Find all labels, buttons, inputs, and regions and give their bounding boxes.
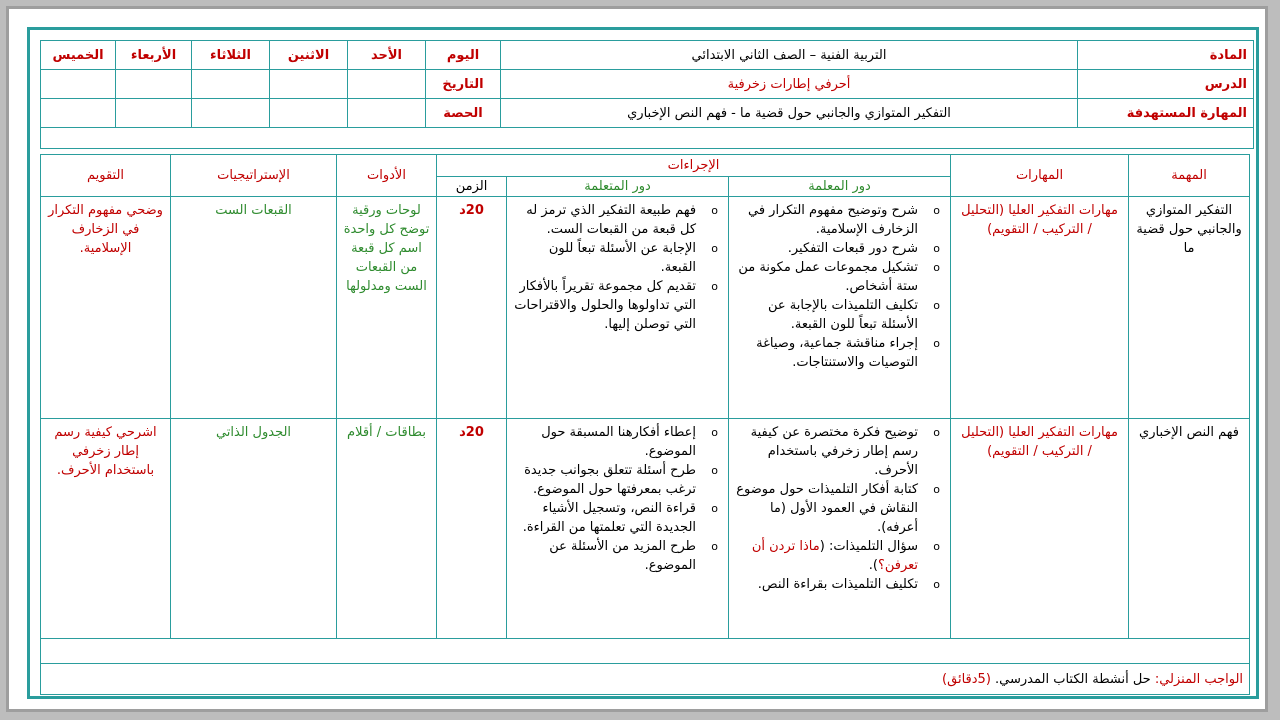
list-item: o إجراء مناقشة جماعية، وصياغة التوصيات والاستنتاجات. — [735, 334, 930, 372]
period-cell — [348, 99, 426, 128]
day-wednesday: الأربعاء — [116, 41, 192, 70]
col-time: الزمن — [437, 177, 507, 197]
homework-text: حل أنشطة الكتاب المدرسي. — [995, 671, 1155, 687]
list-item: o تقديم كل مجموعة تقريراً بالأفكار التي تداولوها والحلول والاقتراحات التي توصلن إليها. — [513, 277, 708, 334]
row2-tools: بطاقات / أقلام — [337, 419, 437, 639]
header-table — [40, 40, 1254, 149]
day-thursday: الخميس — [41, 41, 116, 70]
list-item: o تكليف التلميذات بالإجابة عن الأسئلة تبعاً للون القبعة. — [735, 296, 930, 334]
row2-skills: مهارات التفكير العليا (التحليل / التركيب / التقويم) — [951, 419, 1129, 639]
date-label: التاريخ — [426, 70, 501, 99]
period-cell — [270, 99, 348, 128]
row1-teacher-list — [735, 201, 944, 372]
date-cell — [348, 70, 426, 99]
row2-student-list — [513, 423, 722, 575]
row2-task: فهم النص الإخباري — [1129, 419, 1250, 639]
lesson-value: أحرفي إطارات زخرفية — [501, 70, 1078, 99]
col-strategies: الإستراتيجيات — [171, 155, 337, 197]
day-sunday: الأحد — [348, 41, 426, 70]
row1-skills: مهارات التفكير العليا (التحليل / التركيب / التقويم) — [951, 197, 1129, 419]
row1-time: 20د — [437, 197, 507, 419]
period-cell — [192, 99, 270, 128]
list-item — [735, 537, 930, 575]
question-highlight: ماذا تردن أن تعرفن؟ — [751, 539, 919, 573]
list-item: o فهم طبيعة التفكير الذي ترمز له كل قبعة من القبعات الست. — [513, 201, 708, 239]
row1-student-list — [513, 201, 722, 334]
spacer-row — [41, 128, 1254, 149]
col-skills: المهارات — [951, 155, 1129, 197]
list-item: o طرح المزيد من الأسئلة عن الموضوع. — [513, 537, 708, 575]
row1-teacher-role — [729, 197, 951, 419]
date-cell — [116, 70, 192, 99]
row1-tools: لوحات ورقية توضح كل واحدة اسم كل قبعة من القبعات الست ومدلولها — [337, 197, 437, 419]
period-label: الحصة — [426, 99, 501, 128]
day-label: اليوم — [426, 41, 501, 70]
subject-value: التربية الفنية – الصف الثاني الابتدائي — [501, 41, 1078, 70]
col-teacher-role: دور المعلمة — [729, 177, 951, 197]
lesson-plan-sheet — [27, 27, 1259, 699]
spacer-row — [41, 639, 1250, 664]
homework-label: الواجب المنزلي: — [1154, 671, 1244, 687]
list-item: o شرح وتوضيح مفهوم التكرار في الزخارف الإسلامية. — [735, 201, 930, 239]
day-tuesday: الثلاثاء — [192, 41, 270, 70]
row1-evaluation: وضحي مفهوم التكرار في الزخارف الإسلامية. — [41, 197, 171, 419]
col-procedures: الإجراءات — [437, 155, 951, 177]
list-item: o إعطاء أفكارهنا المسبقة حول الموضوع. — [513, 423, 708, 461]
list-item: o تكليف التلميذات بقراءة النص. — [735, 575, 930, 594]
period-cell — [116, 99, 192, 128]
col-student-role: دور المتعلمة — [507, 177, 729, 197]
question-suffix: ). — [868, 558, 878, 573]
list-item: o شرح دور قبعات التفكير. — [735, 239, 930, 258]
list-item: o تشكيل مجموعات عمل مكونة من ستة أشخاص. — [735, 258, 930, 296]
lesson-label: الدرس — [1078, 70, 1254, 99]
homework-time: (5دقائق) — [942, 671, 991, 687]
main-table — [40, 154, 1250, 695]
list-item: o طرح أسئلة تتعلق بجوانب جديدة ترغب بمعرفتها حول الموضوع. — [513, 461, 708, 499]
date-cell — [270, 70, 348, 99]
row1-strategies: القبعات الست — [171, 197, 337, 419]
question-prefix: سؤال التلميذات: ( — [819, 539, 919, 554]
row2-time: 20د — [437, 419, 507, 639]
homework-row — [41, 664, 1250, 695]
date-cell — [192, 70, 270, 99]
col-evaluation: التقويم — [41, 155, 171, 197]
row2-evaluation: اشرحي كيفية رسم إطار زخرفي باستخدام الأحرف. — [41, 419, 171, 639]
list-item: o قراءة النص، وتسجيل الأشياء الجديدة التي تعلمتها من القراءة. — [513, 499, 708, 537]
day-monday: الاثنين — [270, 41, 348, 70]
list-item: o الإجابة عن الأسئلة تبعاً للون القبعة. — [513, 239, 708, 277]
skill-label: المهارة المستهدفة — [1078, 99, 1254, 128]
row2-teacher-list — [735, 423, 944, 594]
date-cell — [41, 70, 116, 99]
list-item: o كتابة أفكار التلميذات حول موضوع النقاش في العمود الأول (ما أعرفه). — [735, 480, 930, 537]
page-frame — [6, 6, 1268, 712]
row1-student-role — [507, 197, 729, 419]
skill-value: التفكير المتوازي والجانبي حول قضية ما - فهم النص الإخباري — [501, 99, 1078, 128]
list-item: o توضيح فكرة مختصرة عن كيفية رسم إطار زخرفي باستخدام الأحرف. — [735, 423, 930, 480]
row2-student-role — [507, 419, 729, 639]
col-tools: الأدوات — [337, 155, 437, 197]
subject-label: المادة — [1078, 41, 1254, 70]
period-cell — [41, 99, 116, 128]
col-task: المهمة — [1129, 155, 1250, 197]
row2-strategies: الجدول الذاتي — [171, 419, 337, 639]
row1-task: التفكير المتوازي والجانبي حول قضية ما — [1129, 197, 1250, 419]
row2-teacher-role — [729, 419, 951, 639]
